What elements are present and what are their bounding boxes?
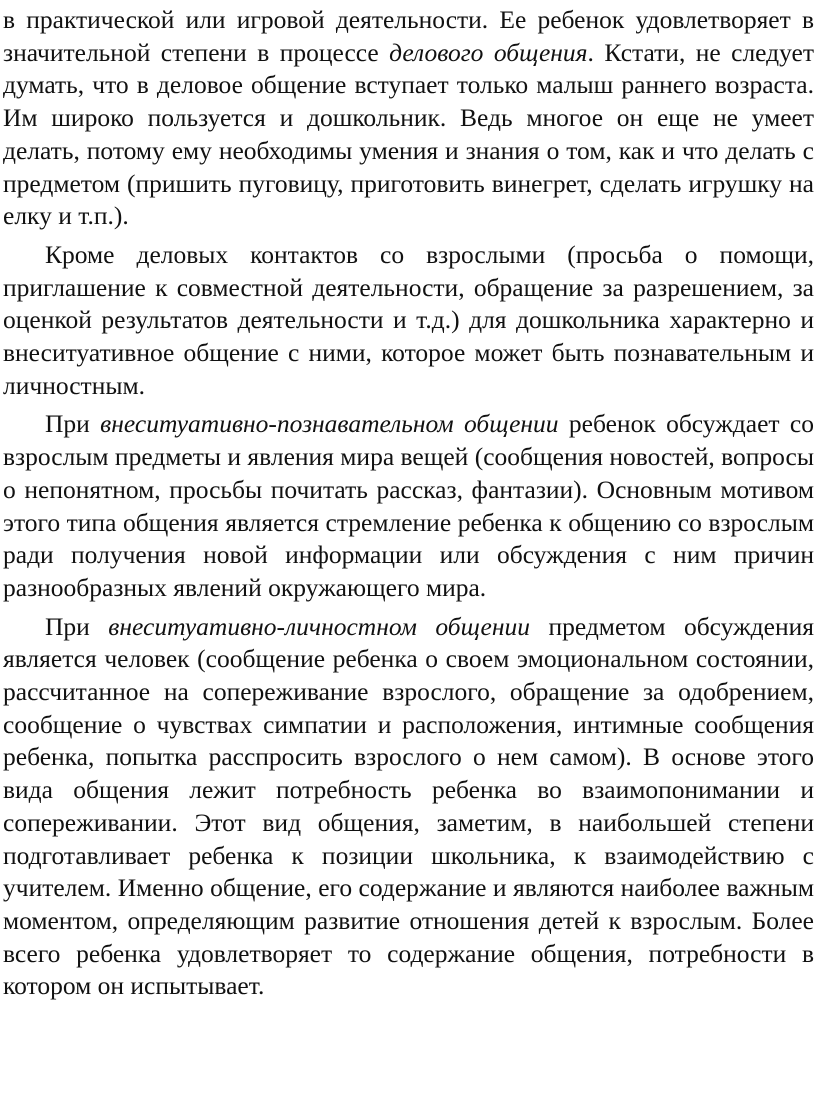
text-run: При (45, 409, 101, 439)
text-run: ребенок обсуждает со взрослым предметы и явления мира вещей (сообщения новостей, вопросы о непонятном, просьбы почитать рассказ, фантазии). Основным мотивом этого типа общения является стремление ребенка к общению со взрослым ради получения новой информации или обсуждения с ним причин разнообразных явлений окружающего мира. (3, 409, 815, 602)
paragraph-personal-communication (3, 611, 814, 1003)
text-run: Кроме деловых контактов со взрослыми (просьба о помощи, приглашение к совместной деятельности, обращение за разрешением, за оценкой результатов деятельности и т.д.) для дошкольника характерно и внеситуативное общение с ними, которое может быть познавательным и личностным. (3, 239, 814, 400)
paragraph-business-communication (3, 4, 814, 233)
text-run: предметом обсуждения является человек (сообщение ребенка о своем эмоциональном состоянии, рассчитанное на сопереживание взрослого, обращение за одобрением, сообщение о чувствах симпатии и расположения, интимные сообщения ребенка, попытка расспросить взрослого о нем самом). В основе этого вида общения лежит потребность ребенка во взаимопонимании и сопереживании. Этот вид общения, заметим, в наибольшей степени подготавливает ребенка к позиции школьника, к взаимодействию с учителем. Именно общение, его содержание и являются наиболее важным моментом, определяющим развитие отношения детей к взрослым. Более всего ребенка удовлетворяет то содержание общения, потребности в котором он испытывает. (3, 611, 814, 1001)
text-run: При (45, 611, 109, 641)
italic-term-personal-communication: внеситуативно-личностном общении (108, 611, 530, 641)
italic-term-cognitive-communication: внеситуативно-познавательном общении (100, 409, 559, 439)
paragraph-cognitive-communication (3, 408, 814, 604)
text-run: в практической или игровой деятельности. Ее ребенок удовлетворяет в значительной степени в процессе (3, 5, 814, 67)
text-run: . Кстати, не следует думать, что в деловое общение вступает только малыш раннего возраста. Им широко пользуется и дошкольник. Ведь многое он еще не умеет делать, потому ему необходимы умения и знания о том, как и что делать с предметом (пришить пуговицу, приготовить винегрет, сделать игрушку на елку и т.п.). (3, 37, 815, 231)
italic-term-business-communication: делового общения (389, 37, 588, 67)
paragraph-extra-situational-communication (3, 239, 814, 403)
